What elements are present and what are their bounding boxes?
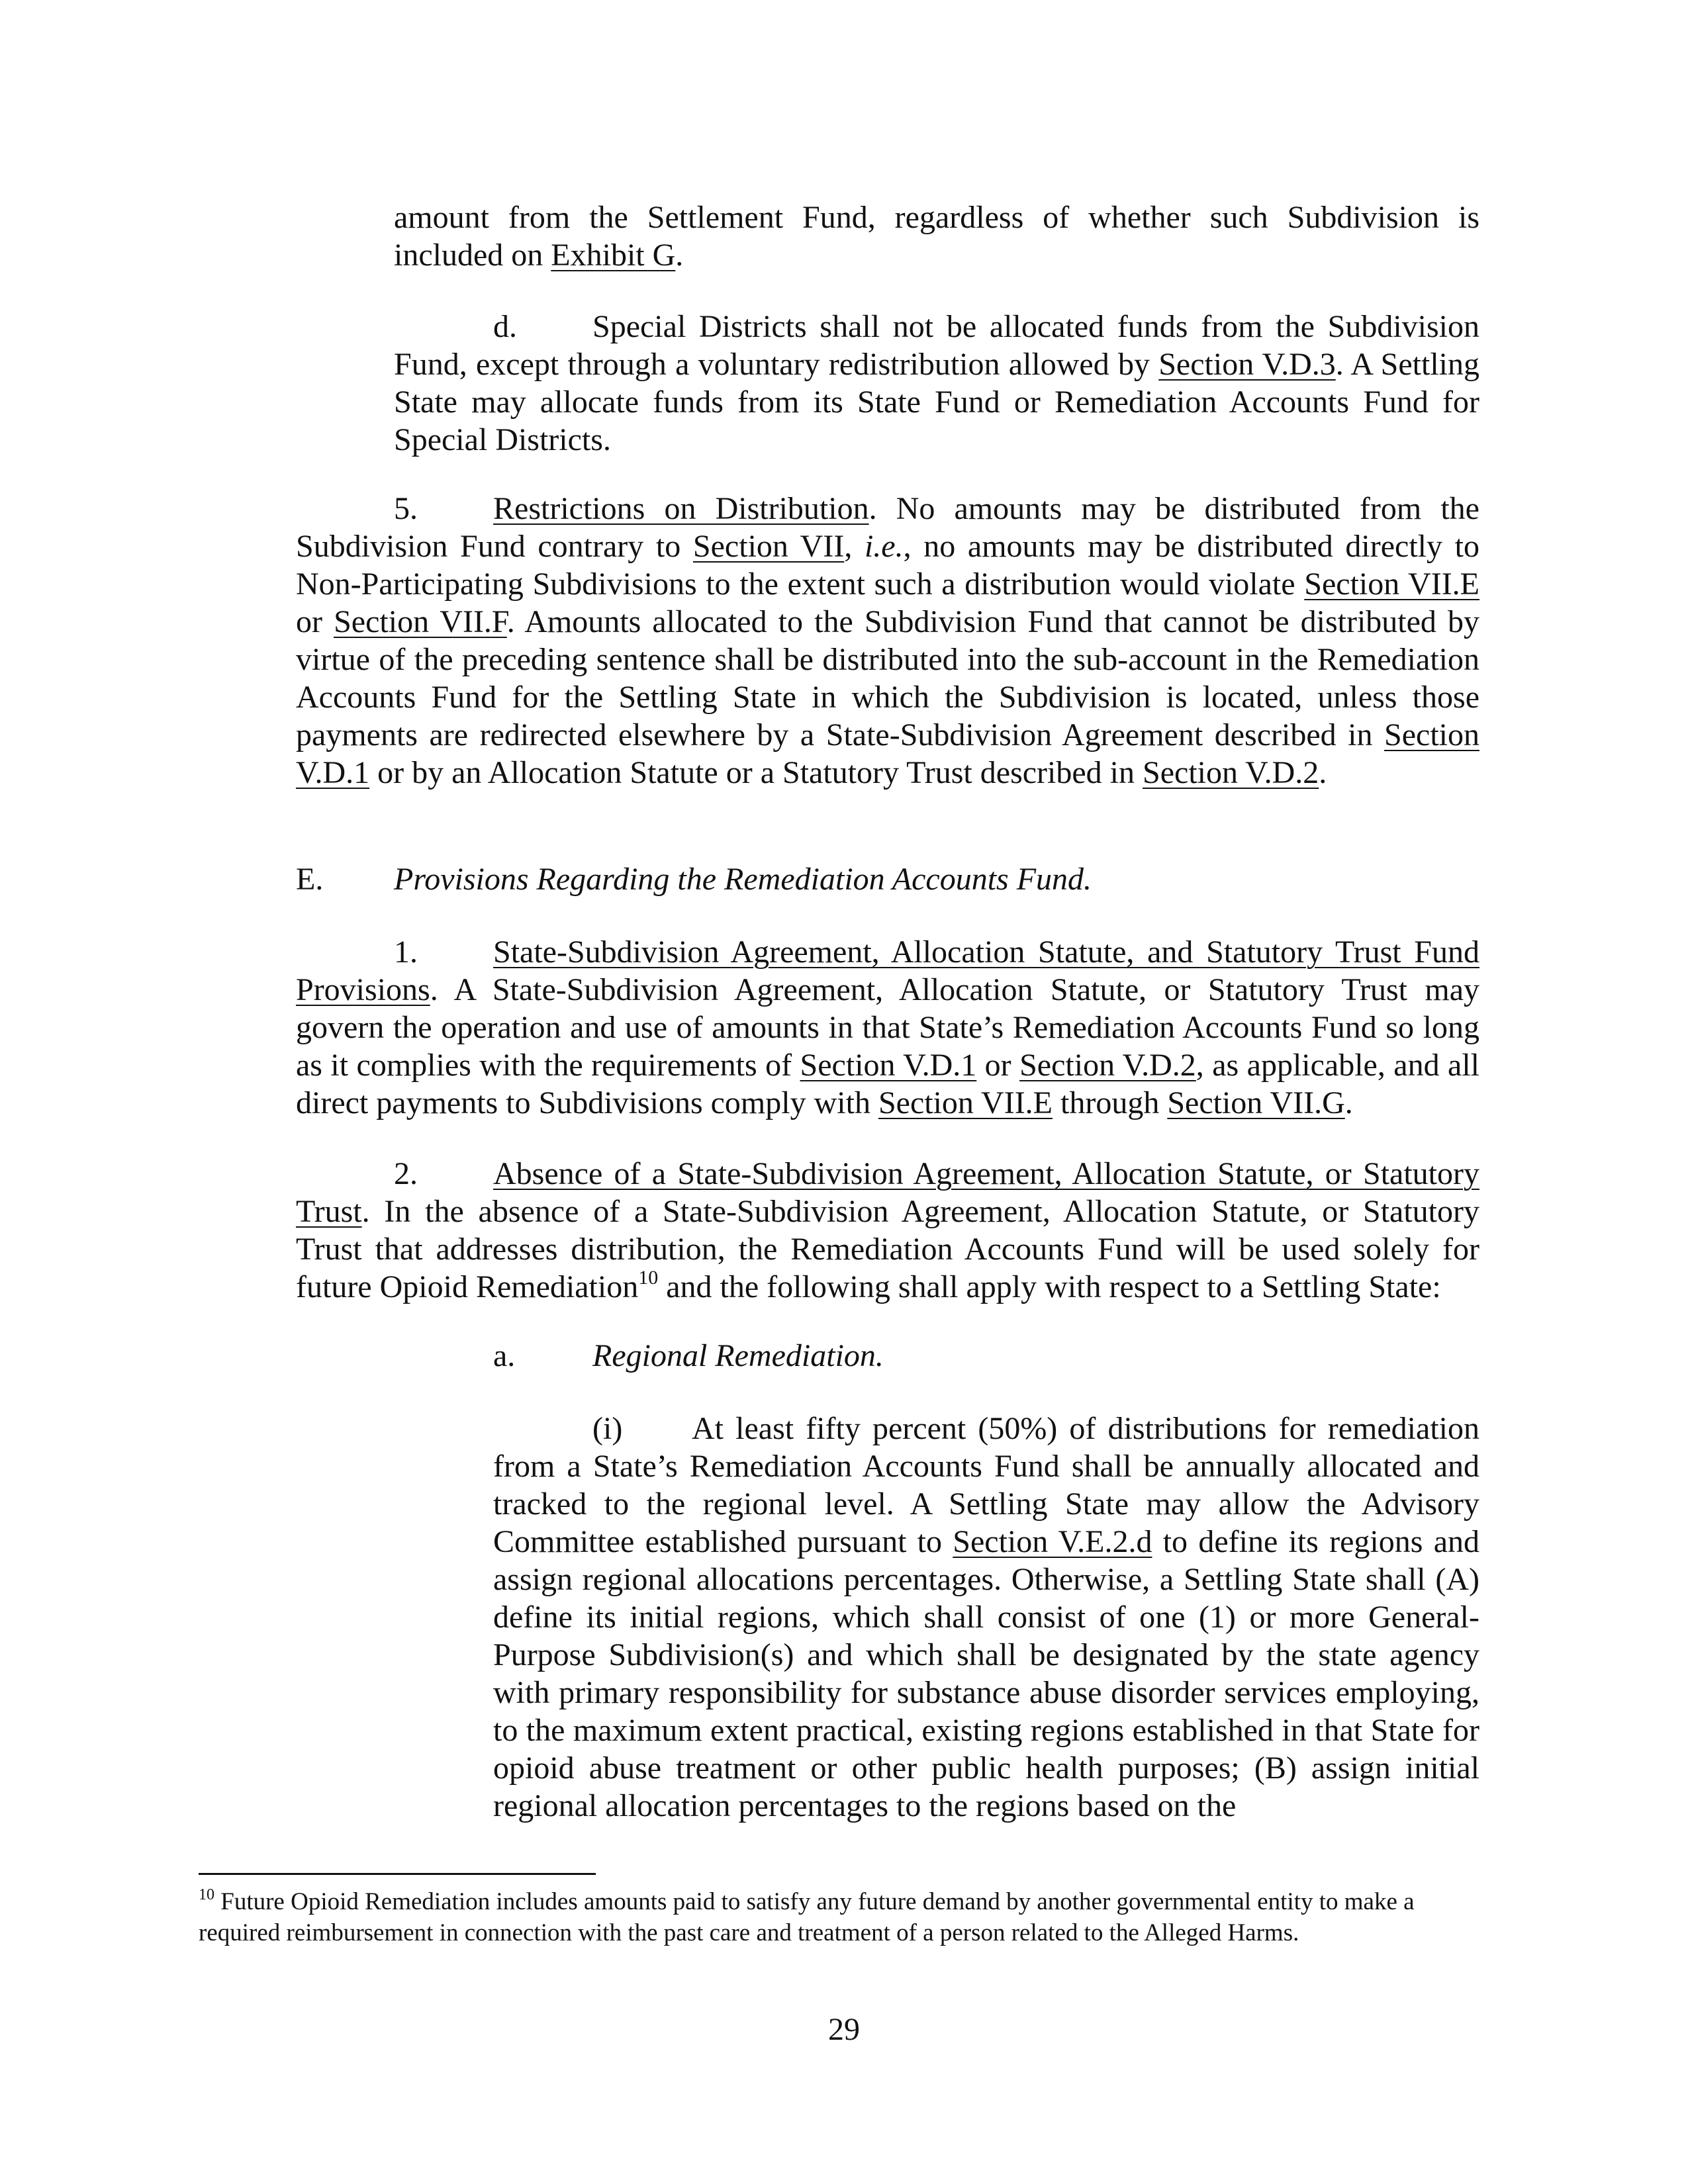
paragraph-text: , as applicable, and all direct payments to Subdivisions comply with — [296, 1048, 1480, 1120]
exhibit-g-link[interactable]: Exhibit G — [551, 238, 676, 273]
paragraph-title: Regional Remediation. — [592, 1338, 884, 1373]
paragraph-e1 — [296, 933, 1479, 1122]
paragraph-e2 — [296, 1155, 1479, 1306]
paragraph-i — [493, 1410, 1479, 1825]
paragraph-d — [394, 308, 1479, 459]
paragraph-heading: State-Subdivision Agreement, Allocation Statute, and Statutory Trust Fund Provisions — [296, 934, 1479, 1007]
paragraph-text: amount from the Settlement Fund, regardless of whether such Subdivision is included on — [394, 200, 1479, 273]
page-number: 29 — [828, 2012, 860, 2047]
paragraph-heading: Restrictions on Distribution — [493, 491, 869, 526]
section-vii-link[interactable]: Section VII — [692, 529, 845, 564]
paragraph-continuation — [394, 199, 1479, 274]
paragraph-text: or — [296, 604, 334, 639]
paragraph-number: a. — [493, 1338, 516, 1373]
paragraph-number: 2. — [394, 1156, 418, 1191]
section-e-heading — [296, 860, 1479, 898]
section-vii-g-link[interactable]: Section VII.G — [1167, 1085, 1345, 1120]
paragraph-text: . — [1319, 755, 1327, 790]
section-letter: E. — [296, 862, 324, 897]
paragraph-text: . — [675, 238, 684, 273]
section-v-d-1-link[interactable]: Section V.D.1 — [296, 717, 1479, 790]
footnote-10 — [199, 1886, 1479, 1948]
footnote-separator — [199, 1873, 596, 1875]
paragraph-number: 1. — [394, 934, 418, 970]
section-vii-e-link[interactable]: Section VII.E — [1304, 567, 1480, 602]
paragraph-text: through — [1053, 1085, 1168, 1120]
section-v-d-2-link[interactable]: Section V.D.2 — [1143, 755, 1319, 790]
footnote-text: Future Opioid Remediation includes amounts paid to satisfy any future demand by another governmental entity to make a required reimbursement in connection with the past care and treatment of a person related to the Alleged Harms. — [199, 1888, 1415, 1946]
ie-abbreviation: i.e. — [864, 529, 904, 564]
paragraph-number: (i) — [592, 1411, 623, 1446]
section-vii-e-link[interactable]: Section VII.E — [878, 1085, 1053, 1120]
section-v-d-3-link[interactable]: Section V.D.3 — [1158, 347, 1336, 382]
section-title: Provisions Regarding the Remediation Accounts Fund. — [394, 862, 1092, 897]
paragraph-text: . Amounts allocated to the Subdivision Fund that cannot be distributed by virtue of the preceding sentence shall be distributed into the sub-account in the Remediation Accounts Fund for the Settling State in which the Subdivision is located, unless those payments are redirected elsewhere by a State-Subdivision Agreement described in — [296, 604, 1480, 752]
paragraph-5 — [296, 490, 1479, 792]
section-v-d-2-link[interactable]: Section V.D.2 — [1019, 1048, 1196, 1083]
footnote-reference[interactable]: 10 — [638, 1267, 659, 1289]
paragraph-text: , — [844, 529, 865, 564]
paragraph-number: 5. — [394, 491, 418, 526]
paragraph-text: Special Districts shall not be allocated funds from the Subdivision Fund, except through a voluntary redistribution allowed by — [394, 309, 1479, 382]
paragraph-number: d. — [493, 309, 517, 344]
paragraph-text: . In the absence of a State-Subdivision Agreement, Allocation Statute, or Statutory Trust that addresses distribution, the Remediation Accounts Fund will be used solely for future Opioid Remediation — [296, 1194, 1479, 1304]
paragraph-text: . A Settling State may allocate funds from its State Fund or Remediation Accounts Fund for Special Districts. — [394, 347, 1479, 457]
paragraph-text: At least fifty percent (50%) of distributions for remediation from a State’s Remediation Accounts Fund shall be annually allocated and tracked to the regional level. A Settling State may allow the Advisory Committee established pursuant to — [493, 1411, 1479, 1559]
paragraph-text: or by an Allocation Statute or a Statutory Trust described in — [369, 755, 1143, 790]
paragraph-text: or — [976, 1048, 1020, 1083]
paragraph-text: to define its regions and assign regional allocations percentages. Otherwise, a Settling State shall (A) define its initial regions, which shall consist of one (1) or more General-Purpose Subdivision(s) and which shall be designated by the state agency with primary responsibility for substance abuse disorder services employing, to the maximum extent practical, existing regions established in that State for opioid abuse treatment or other public health purposes; (B) assign initial regional allocation percentages to the regions based on the — [493, 1524, 1479, 1823]
section-vii-f-link[interactable]: Section VII.F — [334, 604, 507, 639]
paragraph-text: . No amounts may be distributed from the Subdivision Fund contrary to — [296, 491, 1479, 564]
paragraph-text: . — [1344, 1085, 1353, 1120]
paragraph-text: , no amounts may be distributed directly to Non-Participating Subdivisions to the extent such a distribution would violate — [296, 529, 1479, 602]
footnote-number: 10 — [199, 1886, 214, 1903]
paragraph-text: . A State-Subdivision Agreement, Allocation Statute, or Statutory Trust may govern the operation and use of amounts in that State’s Remediation Accounts Fund so long as it complies with the requirements of — [296, 972, 1479, 1083]
section-v-d-1-link[interactable]: Section V.D.1 — [800, 1048, 977, 1083]
paragraph-heading: Absence of a State-Subdivision Agreement, Allocation Statute, or Statutory Trust — [296, 1156, 1479, 1229]
paragraph-a-heading — [493, 1337, 1479, 1375]
paragraph-text: and the following shall apply with respect to a Settling State: — [658, 1269, 1441, 1304]
section-v-e-2-d-link[interactable]: Section V.E.2.d — [953, 1524, 1152, 1559]
